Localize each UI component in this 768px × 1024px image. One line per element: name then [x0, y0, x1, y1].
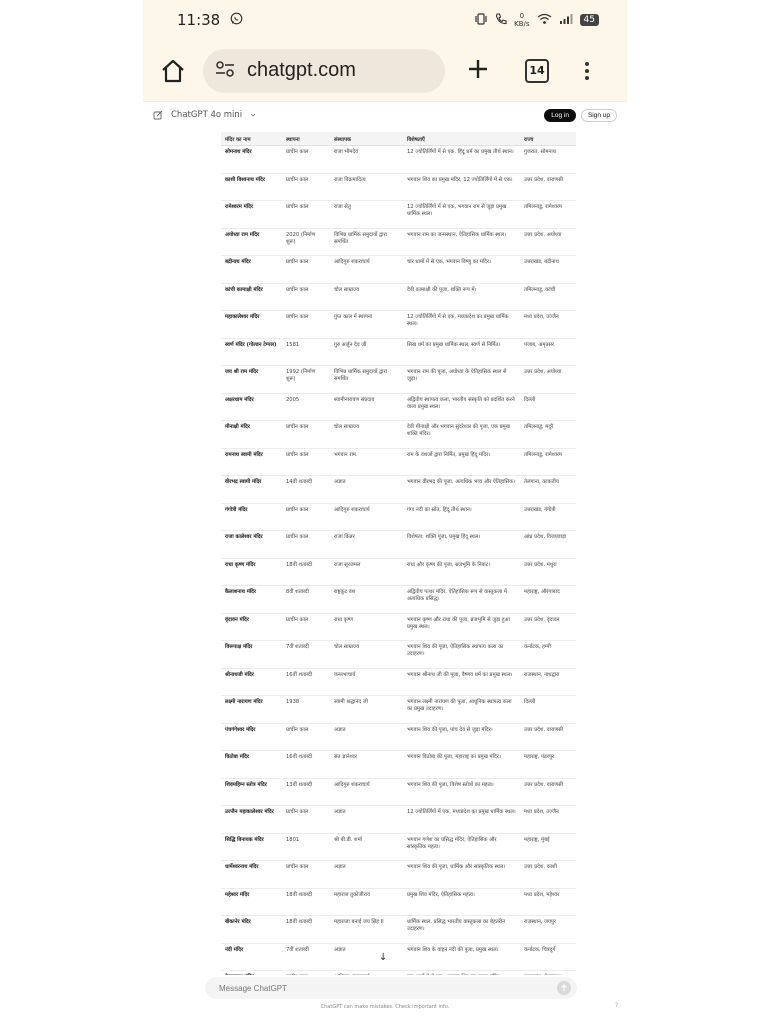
new-chat-icon[interactable] — [153, 110, 163, 120]
table-cell: भगवान राम की पूजा, अयोध्या के ऐतिहासिक स्थल से जुड़ा। — [403, 366, 520, 394]
table-cell: अद्वितीय स्थापत्य कला, भारतीय संस्कृति को प्रदर्शित करने वाला प्रमुख स्थल। — [403, 393, 520, 421]
temple-table-container[interactable] — [221, 132, 576, 975]
table-row — [221, 531, 576, 559]
table-body — [221, 146, 576, 976]
data-speed-unit: KB/s — [514, 20, 530, 28]
table-cell: देवी कामाक्षी की पूजा, शक्ति रूप में। — [403, 283, 520, 311]
table-cell: दिल्ली — [520, 696, 576, 724]
message-input[interactable] — [217, 983, 557, 994]
table-cell: 12 ज्योतिर्लिंगों में से एक, मध्यप्रदेश का प्रमुख धार्मिक स्थल। — [403, 311, 520, 339]
table-row — [221, 393, 576, 421]
table-cell: कांची कामाक्षी मंदिर — [221, 283, 282, 311]
table-cell: भगवान राम — [330, 448, 403, 476]
table-cell: बद्रीनाथ मंदिर — [221, 256, 282, 284]
table-cell: बीकानेर मंदिर — [221, 916, 282, 944]
table-row — [221, 503, 576, 531]
table-cell: उत्तर प्रदेश, वृंदावन — [520, 613, 576, 641]
table-cell: 1992 (निर्माण शुरू) — [282, 366, 330, 394]
wifi-icon — [537, 13, 552, 28]
table-row — [221, 256, 576, 284]
disclaimer-text: ChatGPT can make mistakes. Check important info. — [320, 1004, 450, 1010]
table-row — [221, 283, 576, 311]
column-header: स्थापना — [282, 132, 330, 146]
table-cell: उज्जैन महाकालेश्वर मंदिर — [221, 806, 282, 834]
model-selector[interactable] — [153, 110, 256, 120]
table-cell: शिवमहिम्न स्तोत्र मंदिर — [221, 778, 282, 806]
table-row — [221, 201, 576, 229]
send-button[interactable] — [557, 981, 571, 995]
table-cell: उत्तर प्रदेश, वाराणसी — [520, 723, 576, 751]
table-cell: 8वीं शताब्दी — [282, 586, 330, 614]
table-cell: राधा कृष्ण मंदिर — [221, 558, 282, 586]
model-name: ChatGPT 4o mini — [171, 110, 243, 120]
table-cell: भगवान शिव के वाहन नंदी की पूजा, प्रमुख स्थल। — [403, 943, 520, 971]
table-cell: विभिन्न धार्मिक समुदायों द्वारा समर्थित — [330, 366, 403, 394]
table-cell: प्राचीन काल — [282, 283, 330, 311]
message-composer[interactable] — [205, 977, 577, 999]
table-cell: प्राचीन काल — [282, 256, 330, 284]
table-row — [221, 558, 576, 586]
table-cell: विशेषता: शक्ति पूजा, प्रमुख हिंदू स्थल। — [403, 531, 520, 559]
table-row — [221, 696, 576, 724]
table-cell: मीनाक्षी मंदिर — [221, 421, 282, 449]
table-cell: जय श्री राम मंदिर — [221, 366, 282, 394]
table-cell: प्राचीन काल — [282, 448, 330, 476]
table-cell: गुरु अर्जुन देव जी — [330, 338, 403, 366]
table-row — [221, 723, 576, 751]
table-cell: 7वीं शताब्दी — [282, 943, 330, 971]
table-cell: 2020 (निर्माण शुरू) — [282, 228, 330, 256]
table-cell: गुप्त काल में स्थापना — [330, 311, 403, 339]
table-cell: 12 ज्योतिर्लिंगों में से एक, हिंदू धर्म का प्रमुख तीर्थ स्थान। — [403, 146, 520, 174]
table-cell: उत्तर प्रदेश, वाराणसी — [520, 173, 576, 201]
table-cell: सिख धर्म का प्रमुख धार्मिक स्थल, स्वर्ण से निर्मित। — [403, 338, 520, 366]
table-cell: राजस्थान, नाथद्वारा — [520, 668, 576, 696]
table-cell: अज्ञात — [330, 861, 403, 889]
table-cell: महाराजा बनाई जय सिंह II — [330, 916, 403, 944]
table-cell: तमिलनाडु, कांची — [520, 283, 576, 311]
status-icons — [474, 12, 599, 28]
table-cell: प्राचीन काल — [282, 723, 330, 751]
table-row — [221, 833, 576, 861]
table-cell: प्रमुख शिव मंदिर, ऐतिहासिक महत्व। — [403, 888, 520, 916]
table-cell: वल्लभाचार्य — [330, 668, 403, 696]
table-cell: चोल साम्राज्य — [330, 283, 403, 311]
table-cell: विभिन्न धार्मिक समुदायों द्वारा समर्थित — [330, 228, 403, 256]
table-cell: राम के वंशजों द्वारा निर्मित, प्रमुख हिंदू मंदिर। — [403, 448, 520, 476]
table-row — [221, 173, 576, 201]
table-cell: राजा किन्नर — [330, 531, 403, 559]
table-cell: देवी मीनाक्षी और भगवान सुंदरेश्वर की पूजा, एक प्रमुख शक्ति मंदिर। — [403, 421, 520, 449]
table-cell: स्वामीनारायण संप्रदाय — [330, 393, 403, 421]
whatsapp-icon — [230, 11, 243, 29]
table-cell: भगवान गणेश का प्रसिद्ध मंदिर, ऐतिहासिक और सांस्कृतिक महत्व। — [403, 833, 520, 861]
table-cell: 1581 — [282, 338, 330, 366]
table-cell: धार्मिक स्थल, प्रसिद्ध भारतीय वास्तुकला का बेहतरीन उदाहरण। — [403, 916, 520, 944]
table-cell: आदिगुरु शंकराचार्य — [330, 778, 403, 806]
signal-icon — [559, 13, 573, 28]
table-cell: आंध्र प्रदेश, विजयवाड़ा — [520, 531, 576, 559]
table-cell: उत्तर प्रदेश, वाराणसी — [520, 778, 576, 806]
table-row — [221, 421, 576, 449]
table-cell: महाराष्ट्र, मुंबई — [520, 833, 576, 861]
table-cell: 18वीं शताब्दी — [282, 888, 330, 916]
table-cell: भगवान शिव की पूजा, धार्मिक और सांस्कृतिक स्थल। — [403, 861, 520, 889]
table-cell: गुजरात, सोमनाथ — [520, 146, 576, 174]
plus-icon — [467, 58, 489, 80]
table-cell: राधा कृष्ण — [330, 613, 403, 641]
table-cell: महाराष्ट्र, पंढरपुर — [520, 751, 576, 779]
address-bar[interactable] — [203, 49, 445, 93]
chevron-down-icon — [250, 112, 256, 118]
table-cell: उत्तराखंड, बद्रीनाथ — [520, 256, 576, 284]
table-cell: प्राचीन काल — [282, 861, 330, 889]
vibrate-icon — [474, 13, 488, 28]
table-cell: भगवान शिव की पूजा, ऐतिहासिक स्थापत्य कला का उदाहरण। — [403, 641, 520, 669]
table-row — [221, 613, 576, 641]
table-row — [221, 476, 576, 504]
table-cell: राजा सूरजमल — [330, 558, 403, 586]
status-time: 11:38 — [177, 11, 221, 29]
home-icon — [160, 58, 186, 84]
table-cell: 12 ज्योतिर्लिंगों में एक, मध्यप्रदेश का प्रमुख धार्मिक स्थल। — [403, 806, 520, 834]
column-header: मंदिर का नाम — [221, 132, 282, 146]
table-cell: उत्तराखंड, गंगोत्री — [520, 503, 576, 531]
table-cell: पंजाब, अमृतसर — [520, 338, 576, 366]
table-cell: विठोबा मंदिर — [221, 751, 282, 779]
table-cell: मध्य प्रदेश, महेश्वर — [520, 888, 576, 916]
table-cell: अक्षरधाम मंदिर — [221, 393, 282, 421]
table-cell: महाराज तुकोजीराव — [330, 888, 403, 916]
table-cell: अज्ञात — [330, 806, 403, 834]
table-cell: 13वीं शताब्दी — [282, 778, 330, 806]
status-time-group — [177, 11, 243, 29]
table-cell: भगवान शिव की पूजा, पांच देव से जुड़ा मंदिर। — [403, 723, 520, 751]
table-cell: प्राचीन काल — [282, 201, 330, 229]
table-row — [221, 641, 576, 669]
table-cell: आदिगुरु शंकराचार्य — [330, 256, 403, 284]
table-cell: प्राचीन काल — [282, 531, 330, 559]
table-cell: राजा विक्रमादित्य — [330, 173, 403, 201]
table-row — [221, 943, 576, 971]
table-cell: गंगोत्री मंदिर — [221, 503, 282, 531]
table-cell: वीरभद्र स्वामी मंदिर — [221, 476, 282, 504]
temple-table — [221, 132, 576, 975]
table-cell: आदिगुरु शंकराचार्य — [330, 503, 403, 531]
table-cell: विरूपाक्ष मंदिर — [221, 641, 282, 669]
call-icon — [495, 13, 507, 28]
table-cell: प्राचीन काल — [282, 173, 330, 201]
table-cell: मध्य प्रदेश, उज्जैन — [520, 806, 576, 834]
data-speed — [514, 12, 529, 28]
table-cell: भगवान लक्ष्मी नारायण की पूजा, आधुनिक स्थापत्य कला का प्रमुख उदाहरण। — [403, 696, 520, 724]
table-cell: भगवान शिव का प्रमुख मंदिर, 12 ज्योतिर्लिंगों में से एक। — [403, 173, 520, 201]
table-cell: लक्ष्मी नारायण मंदिर — [221, 696, 282, 724]
table-cell: श्रीनाथजी मंदिर — [221, 668, 282, 696]
auth-buttons — [544, 109, 617, 122]
table-cell: उत्तर प्रदेश, अयोध्या — [520, 228, 576, 256]
table-cell: चोल साम्राज्य — [330, 421, 403, 449]
table-cell: दिल्ली — [520, 393, 576, 421]
battery-level: 45 — [580, 14, 599, 26]
table-cell: प्राचीन काल — [282, 613, 330, 641]
table-cell: 18वीं शताब्दी — [282, 916, 330, 944]
table-cell: रामनाथ स्वामी मंदिर — [221, 448, 282, 476]
table-cell: अज्ञात — [330, 943, 403, 971]
more-menu-button[interactable] — [585, 62, 589, 80]
chatgpt-header — [143, 104, 627, 126]
table-cell: तमिलनाडु, रामेश्वरम — [520, 201, 576, 229]
table-row — [221, 448, 576, 476]
table-cell: चोल साम्राज्य — [330, 641, 403, 669]
data-speed-value: 0 — [519, 12, 525, 20]
table-cell: स्वर्ण मंदिर (गोल्डन टेम्पल) — [221, 338, 282, 366]
table-row — [221, 916, 576, 944]
table-cell: काशी विश्वनाथ मंदिर — [221, 173, 282, 201]
table-cell: सोमनाथ मंदिर — [221, 146, 282, 174]
column-header: राज्य — [520, 132, 576, 146]
table-cell: वृंदावन मंदिर — [221, 613, 282, 641]
home-button[interactable] — [159, 57, 187, 85]
browser-actions — [467, 56, 589, 86]
table-cell: महाकालेश्वर मंदिर — [221, 311, 282, 339]
table-cell: संत ज्ञानेश्वर — [330, 751, 403, 779]
status-bar — [143, 0, 627, 40]
table-cell: पंचगंगेश्वर मंदिर — [221, 723, 282, 751]
table-cell: महेश्वर मंदिर — [221, 888, 282, 916]
table-cell: अद्वितीय पत्थर मंदिर, ऐतिहासिक रूप से वास्तुकला में अत्यधिक प्रसिद्ध। — [403, 586, 520, 614]
table-cell: राजा भीमदेव — [330, 146, 403, 174]
table-row — [221, 778, 576, 806]
table-cell: भगवान राम का जन्मस्थान, ऐतिहासिक धार्मिक स्थल। — [403, 228, 520, 256]
table-cell: भगवान विठोबा की पूजा, महाराष्ट्र का प्रमुख मंदिर। — [403, 751, 520, 779]
scroll-down-icon[interactable]: ↓ — [379, 952, 388, 963]
table-cell: 16वीं शताब्दी — [282, 668, 330, 696]
tab-switcher-button[interactable]: 14 — [525, 59, 549, 83]
table-row — [221, 971, 576, 976]
table-cell: 1938 — [282, 696, 330, 724]
table-cell: राष्ट्रकूट वंश — [330, 586, 403, 614]
table-cell — [330, 971, 403, 976]
table-cell: प्राचीन काल — [282, 503, 330, 531]
table-cell: 7वीं शताब्दी — [282, 641, 330, 669]
table-header-row — [221, 132, 576, 146]
table-cell: भगवान शिव की पूजा, विशेष स्तोत्रों का महत्व। — [403, 778, 520, 806]
table-row — [221, 806, 576, 834]
table-cell: 2005 — [282, 393, 330, 421]
phone-screen — [143, 0, 627, 1024]
table-cell: राजा कालेश्वर मंदिर — [221, 531, 282, 559]
url-input[interactable] — [245, 58, 419, 83]
table-row — [221, 668, 576, 696]
table-cell: तमिलनाडु, मदुरै — [520, 421, 576, 449]
table-cell: श्री बी.डी. शर्मा — [330, 833, 403, 861]
table-cell: अज्ञात — [330, 723, 403, 751]
table-cell: चार धामों में से एक, भगवान विष्णु का मंदिर। — [403, 256, 520, 284]
login-button[interactable]: Log in — [544, 109, 576, 122]
table-cell: स्वामी श्रद्धानंद जी — [330, 696, 403, 724]
browser-toolbar — [143, 40, 627, 102]
table-cell: भगवान वीरभद्र की पूजा, अत्यधिक भव्य और ऐतिहासिक। — [403, 476, 520, 504]
table-cell: मध्य प्रदेश, उज्जैन — [520, 311, 576, 339]
table-cell: प्राचीन काल — [282, 311, 330, 339]
table-row — [221, 366, 576, 394]
help-button[interactable]: ? — [615, 1002, 619, 1009]
table-cell: 1801 — [282, 833, 330, 861]
table-cell: 12 ज्योतिर्लिंगों में से एक, भगवान राम से जुड़ा प्रमुख धार्मिक स्थल। — [403, 201, 520, 229]
table-row — [221, 228, 576, 256]
table-row — [221, 888, 576, 916]
table-cell: 18वीं शताब्दी — [282, 558, 330, 586]
table-cell: अयोध्या राम मंदिर — [221, 228, 282, 256]
table-cell: उत्तर प्रदेश, मथुरा — [520, 558, 576, 586]
table-cell: 16वीं शताब्दी — [282, 751, 330, 779]
arrow-up-icon — [560, 984, 568, 992]
table-cell — [221, 971, 282, 976]
table-cell: अज्ञात — [330, 476, 403, 504]
table-cell: महाराष्ट्र, औरंगाबाद — [520, 586, 576, 614]
table-cell: नंदी मंदिर — [221, 943, 282, 971]
table-cell: उत्तर प्रदेश, काशी — [520, 861, 576, 889]
table-cell: भगवान श्रीनाथ जी की पूजा, वैष्णव धर्म का प्रमुख स्थल। — [403, 668, 520, 696]
column-header: विशेषताएँ — [403, 132, 520, 146]
table-cell: राजा सेतु — [330, 201, 403, 229]
table-cell: गंगा नदी का स्रोत, हिंदू तीर्थ स्थान। — [403, 503, 520, 531]
table-cell — [282, 971, 330, 976]
table-cell: कैलाशनाथ मंदिर — [221, 586, 282, 614]
table-cell: कर्नाटक, चित्रदुर्ग — [520, 943, 576, 971]
table-cell: राधा और कृष्ण की पूजा, ब्रजभूमि के निकट। — [403, 558, 520, 586]
table-row — [221, 146, 576, 174]
table-cell: प्राचीन काल — [282, 146, 330, 174]
table-cell: 14वीं शताब्दी — [282, 476, 330, 504]
table-cell: धार्मेश्वरनाथ मंदिर — [221, 861, 282, 889]
table-cell: राजस्थान, जयपुर — [520, 916, 576, 944]
table-cell: तेलंगाना, काकतीय — [520, 476, 576, 504]
table-cell — [520, 971, 576, 976]
table-row — [221, 861, 576, 889]
table-cell: तमिलनाडु, रामेश्वरम — [520, 448, 576, 476]
table-cell: उत्तर प्रदेश, अयोध्या — [520, 366, 576, 394]
table-cell: प्राचीन काल — [282, 421, 330, 449]
new-tab-button[interactable] — [467, 56, 489, 86]
table-row — [221, 338, 576, 366]
table-row — [221, 311, 576, 339]
table-cell: रामेश्वरम मंदिर — [221, 201, 282, 229]
signup-button[interactable]: Sign up — [581, 109, 617, 122]
table-cell — [403, 971, 520, 976]
site-settings-icon[interactable] — [215, 60, 235, 82]
table-cell: सिद्धि विनायक मंदिर — [221, 833, 282, 861]
table-cell: प्राचीन काल — [282, 806, 330, 834]
column-header: संस्थापक — [330, 132, 403, 146]
table-row — [221, 586, 576, 614]
table-cell: कर्नाटक, हम्पी — [520, 641, 576, 669]
table-row — [221, 751, 576, 779]
table-cell: भगवान कृष्ण और राधा की पूजा, ब्रजभूमि से जुड़ा हुआ प्रमुख स्थल। — [403, 613, 520, 641]
